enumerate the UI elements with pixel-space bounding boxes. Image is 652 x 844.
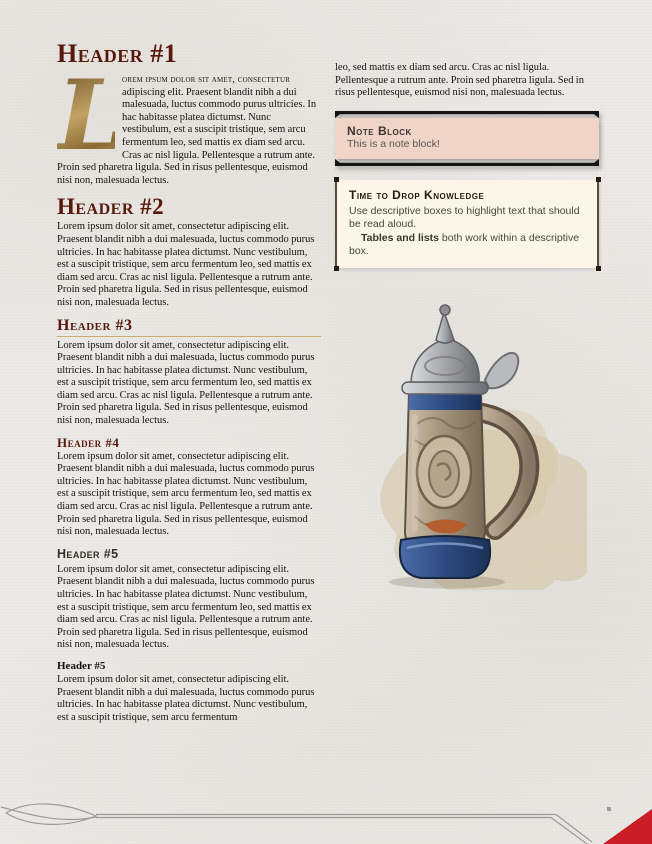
beer-stein-image — [347, 290, 587, 590]
descriptive-box-bold-lead: Tables and lists — [361, 231, 439, 244]
red-corner-ribbon — [603, 809, 652, 844]
drop-cap-letter: L — [57, 59, 125, 172]
header-5-bold: Header #5 — [57, 659, 106, 672]
header-2: Header #2 — [57, 194, 165, 220]
right-column — [335, 62, 599, 595]
footer-dot — [607, 807, 611, 811]
header-3: Header #3 — [57, 317, 321, 337]
descriptive-box-title: Time to Drop Knowledge — [349, 187, 485, 202]
note-block — [335, 109, 599, 168]
intro-smallcaps-lead: orem ipsum dolor sit amet, consectetur — [122, 74, 291, 85]
section-4-paragraph: Lorem ipsum dolor sit amet, consectetur adipiscing elit. Praesent blandit nibh a dui malesuada, luctus commodo purus ultricies. In hac habitasse platea dictumst. Nunc vestibulum, est a suscipit tristique, sem arcu fermentum leo, sed mattis ex diam sed arcu. Cras ac nisl ligula. Pellentesque a rutrum ante. Proin sed pharetra ligula. Sed in risus pellentesque, euismod nisi non, malesuada lectus. — [57, 450, 315, 538]
intro-text: adipiscing elit. Praesent blandit nibh a dui malesuada, luctus commodo purus ultricies. In hac habitasse platea dictumst. Nunc vestibulum, est a suscipit tristique, sem arcu fermentum leo, sed mattis ex diam sed arcu. Cras ac nisl ligula. Pellentesque a rutrum ante. Proin sed pharetra ligula. Sed in risus pellentesque, euismod nisi non, malesuada lectus. — [57, 86, 317, 186]
intro-paragraph — [57, 59, 321, 187]
note-top-bar-ornament — [335, 109, 599, 118]
continuation-paragraph: leo, sed mattis ex diam sed arcu. Cras ac nisl ligula. Pellentesque a rutrum ante. Proin sed pharetra ligula. Sed in risus pellentesque, euismod nisi non, malesuada lectus. — [335, 62, 584, 99]
corner-dot-icon — [596, 177, 601, 182]
header-1: Header #1 — [57, 39, 178, 68]
descriptive-box-line2 — [349, 232, 585, 259]
note-block-title: Note Block — [347, 123, 412, 138]
note-bottom-bar-ornament — [335, 159, 599, 168]
beer-stein-illustration — [347, 290, 587, 595]
descriptive-box-line2-rest: both work within a descriptive box. — [349, 231, 580, 258]
corner-dot-icon — [334, 177, 339, 182]
section-3-paragraph: Lorem ipsum dolor sit amet, consectetur adipiscing elit. Praesent blandit nibh a dui malesuada, luctus commodo purus ultricies. In hac habitasse platea dictumst. Nunc vestibulum, est a suscipit tristique, sem arcu fermentum leo, sed mattis ex diam sed arcu. Cras ac nisl ligula. Pellentesque a rutrum ante. Proin sed pharetra ligula. Sed in risus pellentesque, euismod nisi non, malesuada lectus. — [57, 339, 315, 427]
corner-dot-icon — [334, 266, 339, 271]
note-block-content — [335, 118, 599, 159]
footer-leaf-flourish — [6, 804, 96, 824]
footer-ornament — [0, 794, 652, 844]
header-4: Header #4 — [57, 434, 120, 450]
header-5: Header #5 — [57, 546, 119, 561]
corner-dot-icon — [596, 266, 601, 271]
section-6-paragraph: Lorem ipsum dolor sit amet, consectetur adipiscing elit. Praesent blandit nibh a dui malesuada, luctus commodo purus ultricies. In hac habitasse platea dictumst. Nunc vestibulum, est a suscipit tristique, sem arcu fermentum — [57, 673, 315, 723]
descriptive-box-line1: Use descriptive boxes to highlight text that should be read aloud. — [349, 204, 580, 231]
left-column — [57, 40, 321, 731]
section-2-paragraph: Lorem ipsum dolor sit amet, consectetur adipiscing elit. Praesent blandit nibh a dui malesuada, luctus commodo purus ultricies. In hac habitasse platea dictumst. Nunc vestibulum, est a suscipit tristique, sem arcu fermentum leo, sed mattis ex diam sed arcu. Cras ac nisl ligula. Pellentesque a rutrum ante. Proin sed pharetra ligula. Sed in risus pellentesque, euismod nisi non, malesuada lectus. — [57, 221, 315, 308]
note-block-text: This is a note block! — [347, 137, 440, 150]
descriptive-box — [335, 180, 599, 268]
section-5-paragraph: Lorem ipsum dolor sit amet, consectetur adipiscing elit. Praesent blandit nibh a dui malesuada, luctus commodo purus ultricies. In hac habitasse platea dictumst. Nunc vestibulum, est a suscipit tristique, sem arcu fermentum leo, sed mattis ex diam sed arcu. Cras ac nisl ligula. Pellentesque a rutrum ante. Proin sed pharetra ligula. Sed in risus pellentesque, euismod nisi non, malesuada lectus. — [57, 563, 315, 651]
